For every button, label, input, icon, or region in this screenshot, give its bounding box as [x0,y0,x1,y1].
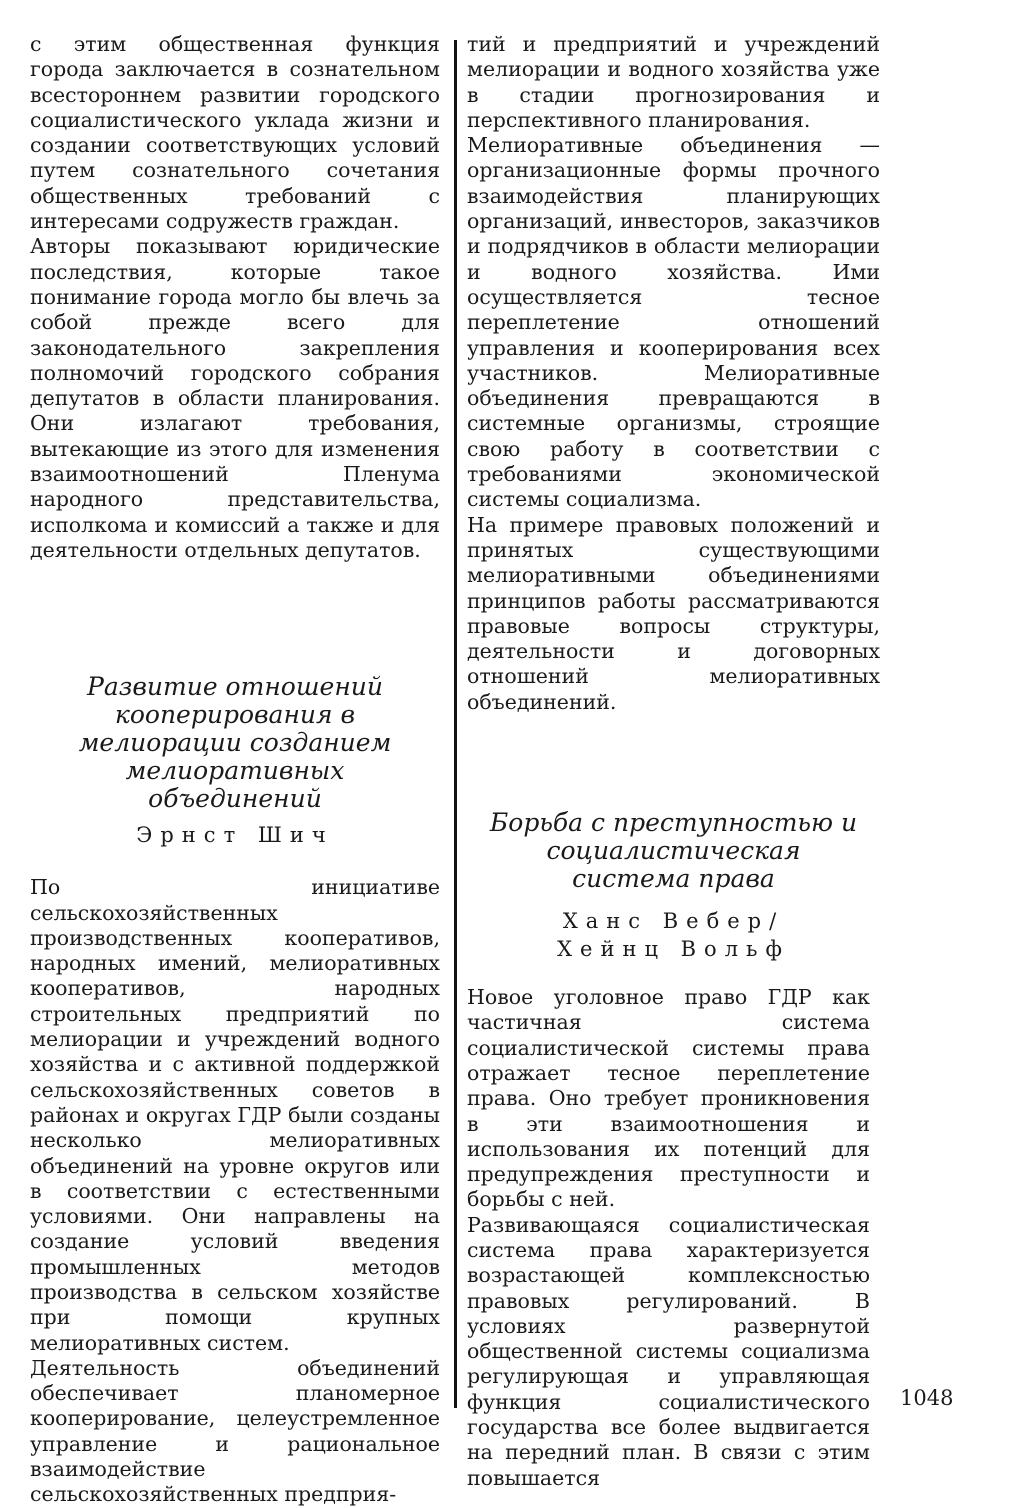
spacer [30,563,440,673]
article-paragraph-1: Новое уголовное право ГДР как частичная система социалистической системы права отражает тесное переплетение права. Оно требует проникновения в эти взаимоотношения и использования их потенций для предупреждения преступности и борьбы с ней. [467,985,870,1212]
article-author: Эрнст Шич [136,823,334,848]
left-column [30,32,440,1508]
right-column [467,32,880,1491]
continuation-paragraph-3: На примере правовых положений и принятых существующими мелиоративными объединениями принципов работы рассматриваются правовые вопросы структуры, деятельности и договорных отношений мелиоративных объединений. [467,512,880,714]
article-header-melioration [30,673,440,849]
article-paragraph-2: Деятельность объединений обеспечивает планомерное кооперирование, целеустремленное управление и рациональное взаимодействие сельскохозяйственных предприя- [30,1355,440,1507]
article-paragraph-1: По инициативе сельскохозяйственных производственных кооперативов, народных имений, мелиоративных кооперативов, народных строительных предприятий по мелиорации и учреждений водного хозяйства и с активной поддержкой сельскохозяйственных советов в районах и округах ГДР были созданы несколько мелиоративных объединений на уровне округов или в соответствии с естественными условиями. Они направлены на создание условий введения промышленных методов производства в сельском хозяйстве при помощи крупных мелиоративных систем. [30,875,440,1355]
article-author-line-1: Ханс Вебер/ [562,909,785,934]
article-title: Развитие отношений кооперирования в мелиорации созданием мелиоративных объединений [78,672,392,814]
article-title: Борьба с преступностью и социалистическая система права [489,808,858,894]
column-divider [454,40,457,1408]
spacer [467,715,880,809]
article-paragraph-2: Развивающаяся социалистическая система права характеризуется возрастающей комплексностью правовых регулирований. В условиях развернутой общественной системы социализма регулирующая и управляющая функция социалистического государства все более выдвигается на передний план. В связи с этим повышается [467,1212,870,1490]
intro-paragraph-2: Авторы показывают юридические последствия, которые такое понимание города могло бы влечь за собой прежде всего для законодательного закрепления полномочий городского собрания депутатов в области планирования. Они излагают требования, вытекающие из этого для изменения взаимоотношений Пленума народного представительства, исполкома и комиссий а также и для деятельности отдельных депутатов. [30,234,440,562]
continuation-paragraph-2: Мелиоративные объединения — организационные формы прочного взаимодействия планирующих организаций, инвесторов, заказчиков и подрядчиков в области мелиорации и водного хозяйства. Ими осуществляется тесное переплетение отношений управления и кооперирования всех участников. Мелиоративные объединения превращаются в системные организмы, строящие свою работу в соответствии с требованиями экономической системы социализма. [467,133,880,512]
continuation-paragraph-1: тий и предприятий и учреждений мелиорации и водного хозяйства уже в стадии прогнозирования и перспективного планирования. [467,32,880,132]
article-author-line-2: Хейнц Вольф [557,937,790,962]
article-header-crime [467,809,880,963]
page-number: 1048 [900,1386,954,1410]
intro-paragraph-1: с этим общественная функция города заключается в сознательном всестороннем развитии городского социалистического уклада жизни и создании соответствующих условий путем сознательного сочетания общественных требований с интересами содружеств граждан. [30,32,440,234]
